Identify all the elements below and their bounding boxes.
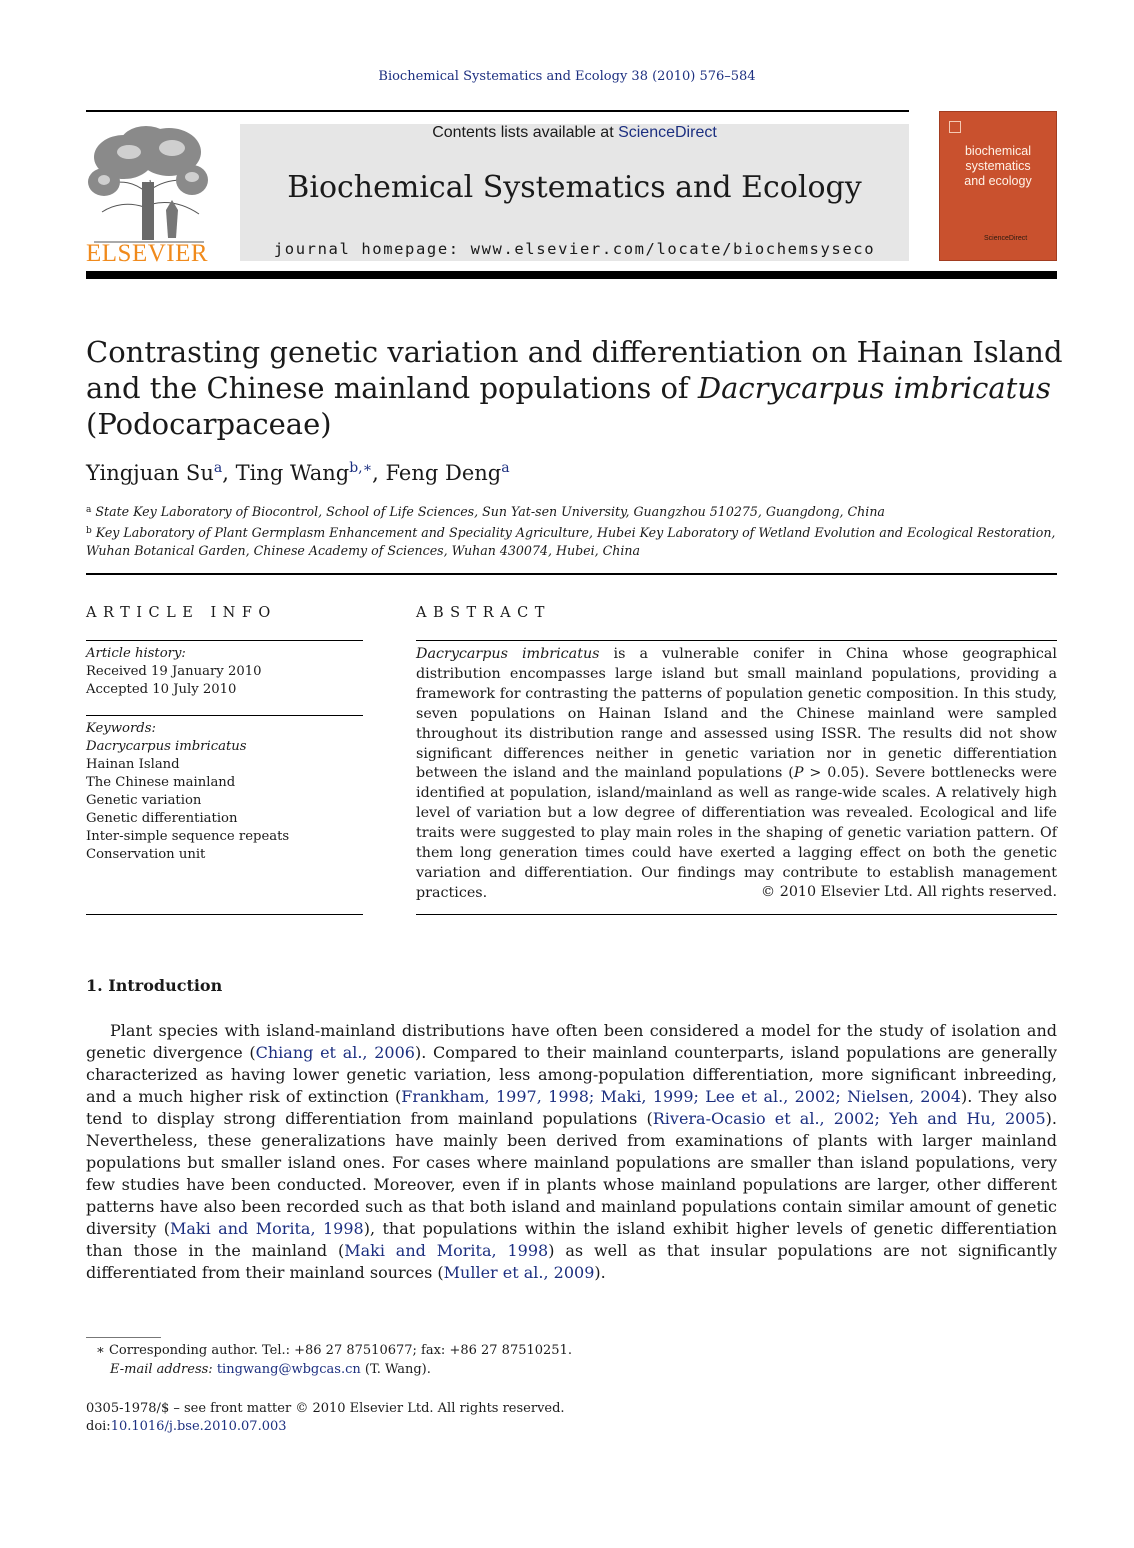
keyword: The Chinese mainland [86, 775, 236, 790]
received-date: Received 19 January 2010 [86, 664, 262, 679]
journal-title: Biochemical Systematics and Ecology [287, 170, 862, 205]
citation-link[interactable]: Chiang et al., 2006 [255, 1043, 415, 1062]
author-name: Feng Deng [385, 461, 502, 485]
elsevier-wordmark: ELSEVIER [86, 240, 209, 267]
header-rule [86, 110, 909, 112]
divider [416, 914, 1057, 915]
cover-footer: ScienceDirect [984, 235, 1028, 242]
issn-line: 0305-1978/$ – see front matter © 2010 Elsevier Ltd. All rights reserved. [86, 1401, 565, 1416]
introduction-heading: 1. Introduction [86, 976, 223, 995]
title-family: (Podocarpaceae) [86, 407, 332, 441]
article-history [86, 645, 366, 699]
citation-link[interactable]: Frankham, 1997, 1998; Maki, 1999; Lee et al., 2002; Nielsen, 2004 [401, 1087, 961, 1106]
sciencedirect-link[interactable]: ScienceDirect [618, 124, 717, 141]
divider [86, 914, 363, 915]
journal-homepage[interactable]: journal homepage: www.elsevier.com/locate/biochemsyseco [273, 240, 876, 258]
p-value-symbol: P [793, 765, 804, 782]
abstract-body: Dacrycarpus imbricatus is a vulnerable conifer in China whose geographical distribution encompasses large island but small mainland populations, providing a framework for contrasting the patterns of population genetic composition. In this study, seven populations on Hainan Island and the Chinese mainland were sampled throughout its distribution range and assessed using ISSR. The results did not show significant differences neither in genetic variation nor in genetic differentiation between the island and the mainland populations (P > 0.05). Severe bottlenecks were identified at population, island/mainland as well as range-wide scales. A relatively high level of variation but a low degree of differentiation was revealed. Ecological and life traits were suggested to play main roles in the shaping of genetic variation pattern. Of them long generation times could have exerted a lagging effect on both the genetic variation and differentiation. Our findings may contribute to establish management practices. [416, 646, 1057, 901]
keywords-label: Keywords: [86, 721, 156, 736]
accepted-date: Accepted 10 July 2010 [86, 682, 237, 697]
email-link[interactable]: tingwang@wbgcas.cn [216, 1362, 361, 1377]
citation-link[interactable]: Muller et al., 2009 [443, 1263, 595, 1282]
cover-line: biochemical [964, 144, 1031, 158]
divider [86, 715, 363, 716]
contents-prefix: Contents lists available at [432, 124, 619, 141]
introduction-paragraph: Plant species with island-mainland distributions have often been considered a model for the study of isolation and genetic divergence (Chiang et al., 2006). Compared to their mainland counterparts, island populations are generally characterized as having lower genetic variation, less among-population differentiation, more significant inbreeding, and a much higher risk of extinction (Frankham, 1997, 1998; Maki, 1999; Lee et al., 2002; Nielsen, 2004). They also tend to display strong differentiation from mainland populations (Rivera-Ocasio et al., 2002; Yeh and Hu, 2005). Nevertheless, these generalizations have mainly been derived from examinations of plants with larger mainland populations but smaller island ones. For cases where mainland populations are smaller than island populations, very few studies have been conducted. Moreover, even if in plants whose mainland populations are larger, other different patterns have also been recorded such as that both island and mainland populations contain similar amount of genetic diversity (Maki and Morita, 1998), that populations within the island exhibit higher levels of genetic differentiation than those in the mainland (Maki and Morita, 1998) as well as that insular populations are not significantly differentiated from their mainland sources (Muller et al., 2009). [86, 1021, 1058, 1282]
citation-link[interactable]: Maki and Morita, 1998 [170, 1219, 364, 1238]
keyword: Dacrycarpus imbricatus [86, 739, 247, 754]
cover-line: and ecology [964, 174, 1032, 188]
cover-line: systematics [965, 159, 1031, 173]
divider [416, 640, 1057, 641]
author-affil-ref[interactable]: a [501, 460, 510, 476]
section-rule [86, 573, 1057, 575]
footnote-rule [86, 1337, 161, 1338]
affiliations [86, 501, 1061, 561]
abstract-copyright: © 2010 Elsevier Ltd. All rights reserved. [760, 884, 1057, 900]
header-thick-rule [86, 271, 1057, 279]
keywords-list [86, 720, 366, 864]
email-label: E-mail address: [110, 1362, 213, 1377]
divider [86, 640, 363, 641]
title-text: Contrasting genetic variation and differentiation on Hainan Island and the Chinese mainland populations of [86, 335, 1063, 405]
email-note: E-mail address: tingwang@wbgcas.cn (T. Wang). [110, 1362, 431, 1377]
contents-line [240, 124, 909, 142]
journal-citation[interactable]: Biochemical Systematics and Ecology 38 (2010) 576–584 [378, 69, 756, 84]
abstract-heading: ABSTRACT [416, 605, 551, 621]
author-name: Yingjuan Su [86, 461, 214, 485]
doi-link[interactable]: 10.1016/j.bse.2010.07.003 [110, 1419, 287, 1434]
affiliation: $^a$ State Key Laboratory of Biocontrol, School of Life Sciences, Sun Yat-sen University, Guangzhou 510275, Guangdong, China [86, 504, 885, 519]
keyword: Hainan Island [86, 757, 180, 772]
author-affil-ref[interactable]: b,∗ [349, 460, 373, 476]
title-species: Dacrycarpus imbricatus [697, 371, 1051, 405]
keyword: Genetic variation [86, 793, 202, 808]
keyword: Conservation unit [86, 847, 206, 862]
corresponding-author-note: ∗ Corresponding author. Tel.: +86 27 87510677; fax: +86 27 87510251. [96, 1343, 572, 1358]
author-affil-ref[interactable]: a [213, 460, 223, 476]
author-list: Yingjuan Su$^a$, Ting Wang$^{b,∗}$, Feng Deng$^a$ [86, 460, 510, 485]
article-info-heading: ARTICLE INFO [86, 605, 277, 621]
citation-link[interactable]: Rivera-Ocasio et al., 2002; Yeh and Hu, 2005 [652, 1109, 1046, 1128]
keyword: Genetic differentiation [86, 811, 238, 826]
journal-cover-thumbnail[interactable] [939, 111, 1057, 261]
doi-line: doi:10.1016/j.bse.2010.07.003 [86, 1419, 287, 1434]
history-label: Article history: [86, 646, 186, 661]
keyword: Inter-simple sequence repeats [86, 829, 290, 844]
article-title [86, 334, 1066, 442]
affiliation: $^b$ Key Laboratory of Plant Germplasm Enhancement and Speciality Agriculture, Hubei Key Laboratory of Wetland Evolution and Ecological Restoration, Wuhan Botanical Garden, Chinese Academy of Sciences, Wuhan 430074, Hubei, China [86, 524, 1056, 558]
citation-link[interactable]: Maki and Morita, 1998 [344, 1241, 549, 1260]
abstract-species: Dacrycarpus imbricatus [416, 646, 600, 662]
author-name: Ting Wang [235, 461, 350, 485]
cover-title [940, 144, 1056, 189]
cover-logo-icon [949, 121, 961, 133]
